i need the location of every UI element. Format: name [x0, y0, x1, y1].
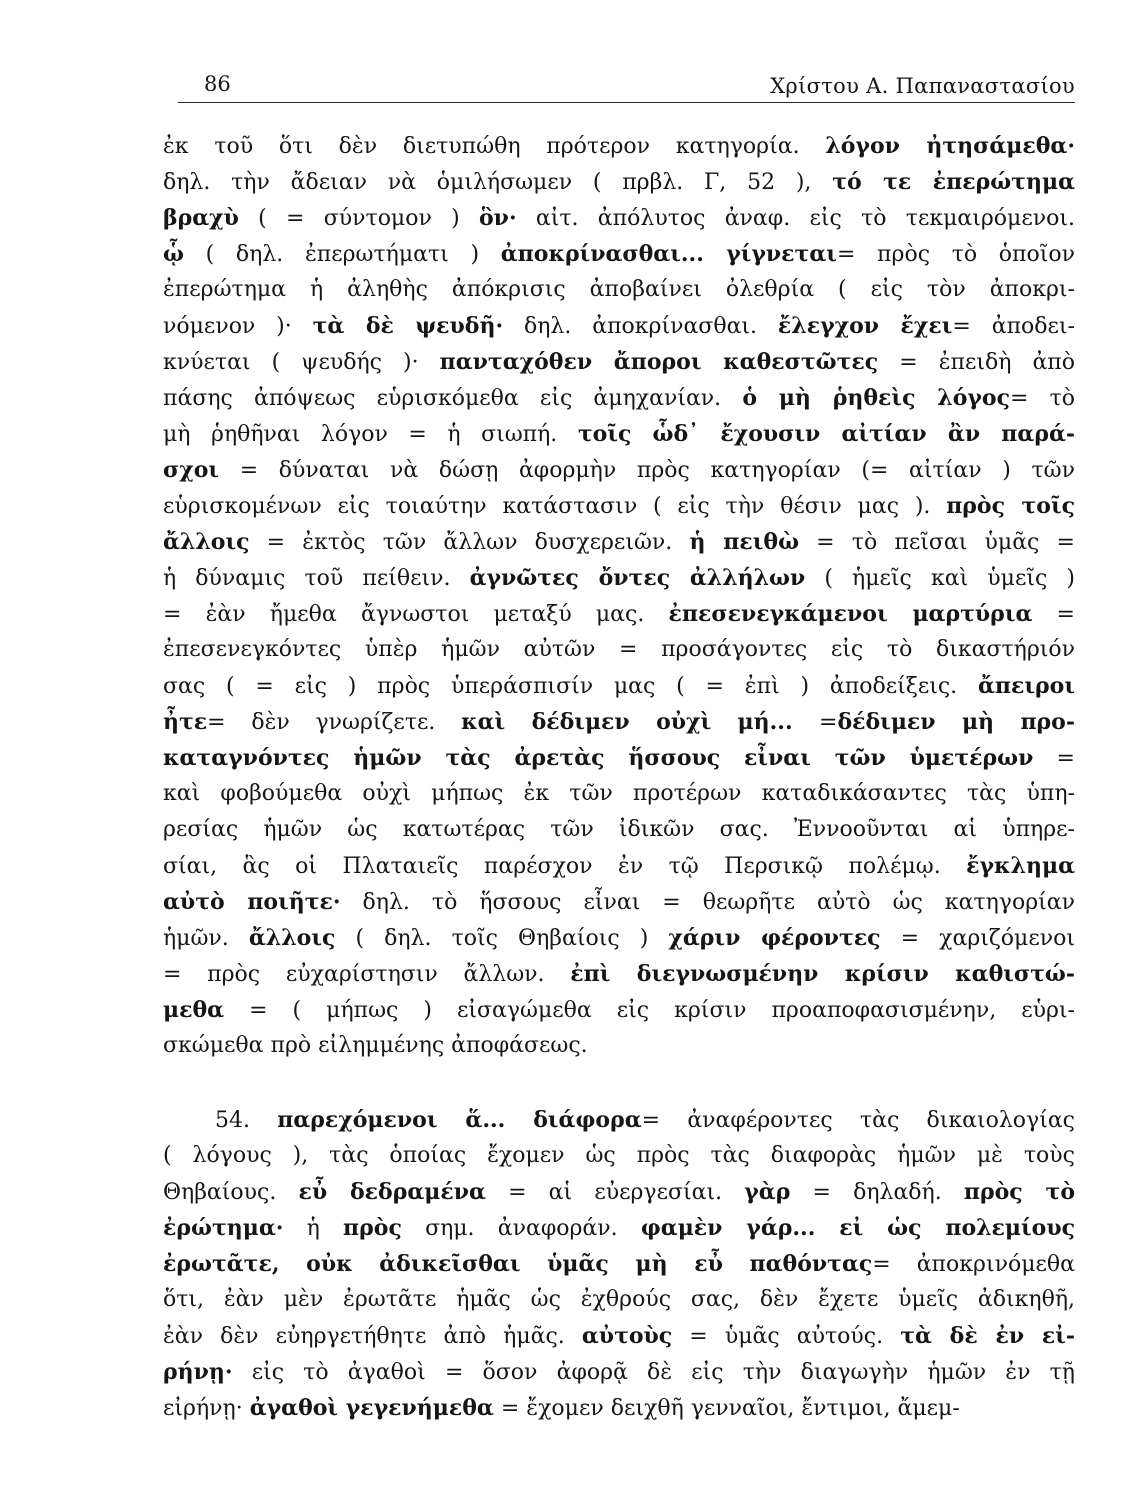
text-line	[163, 812, 1075, 848]
lemma-term: ἐρώτημα·	[163, 1215, 284, 1241]
text-line	[163, 884, 1075, 920]
gloss-text: ἡ δύναμις τοῦ πείθειν.	[163, 566, 470, 591]
commentary-section-53	[163, 128, 1075, 1064]
commentary-section-54	[163, 1102, 1075, 1426]
lemma-term: ἀποκρίνασθαι... γίγνεται	[500, 241, 837, 267]
lemma-term: καὶ δέδιμεν οὐχὶ μή...	[461, 709, 820, 735]
lemma-term: καταγνόντες ἡμῶν τὰς ἀρετὰς ἥσσους εἶναι τῶν ὑμετέρων	[163, 745, 1034, 771]
text-line	[163, 128, 1075, 164]
gloss-text: αἰτ. ἀπόλυτος ἀναφ. εἰς τὸ τεκμαιρόμενοι.	[516, 206, 1075, 231]
lemma-term: ἄλλοις	[248, 925, 336, 951]
running-head: Χρίστου Α. Παπαναστασίου	[770, 74, 1075, 98]
gloss-text: ἡ	[283, 1216, 344, 1241]
gloss-text: εἰρήνῃ·	[163, 1396, 250, 1421]
gloss-text: = ἐὰν ἤμεθα ἄγνωστοι μεταξύ μας.	[163, 602, 669, 627]
gloss-text: = αἱ εὐεργεσίαι.	[485, 1180, 745, 1205]
text-line	[163, 668, 1075, 704]
text-line	[163, 164, 1075, 200]
gloss-text: κνύεται ( ψευδής )·	[163, 350, 440, 375]
gloss-text: ὅτι, ἐὰν μὲν ἐρωτᾶτε ἡμᾶς ὡς ἐχθρούς σας, δὲν ἔχετε ὑμεῖς ἀδικηθῆ,	[163, 1287, 1075, 1312]
commentary-text	[163, 128, 1075, 1426]
gloss-text: δηλ. τὸ ἥσσους εἶναι = θεωρῆτε αὐτὸ ὡς κατηγορίαν	[340, 890, 1075, 915]
gloss-text: = πρὸς τὸ ὁποῖον	[836, 242, 1075, 267]
lemma-term: ἀγνῶτες ὄντες ἀλλήλων	[469, 565, 806, 591]
lemma-term: ἡ πειθὼ	[689, 529, 800, 555]
text-line	[163, 1318, 1075, 1354]
gloss-text: ( ἡμεῖς καὶ ὑμεῖς )	[805, 566, 1076, 591]
gloss-text: ( λόγους ), τὰς ὁποίας ἔχομεν ὡς πρὸς τὰς διαφορὰς ἡμῶν μὲ τοὺς	[163, 1143, 1075, 1168]
gloss-text: σκώμεθα πρὸ εἰλημμένης ἀποφάσεως.	[163, 1033, 588, 1058]
gloss-text: ἐπεσενεγκόντες ὑπὲρ ἡμῶν αὐτῶν = προσάγοντες εἰς τὸ δικαστήριόν	[163, 637, 1075, 662]
gloss-text: ( δηλ. τοῖς Θηβαίοις )	[335, 926, 669, 951]
text-line	[163, 524, 1075, 560]
lemma-term: ἄλλοις	[163, 529, 250, 555]
text-line	[163, 560, 1075, 596]
gloss-text: ( δηλ. ἐπερωτήματι )	[183, 242, 501, 267]
text-line	[163, 236, 1075, 272]
lemma-term: αὐτὸ ποιῆτε·	[163, 889, 341, 915]
text-line	[163, 1028, 1075, 1064]
lemma-term: ἔλεγχον ἔχει	[777, 313, 953, 339]
lemma-term: ἐπεσενεγκάμενοι μαρτύρια	[668, 601, 1033, 627]
gloss-text: = ἀποδει-	[952, 314, 1075, 339]
text-line	[163, 776, 1075, 812]
text-line	[163, 488, 1075, 524]
lemma-term: ρήνῃ·	[163, 1359, 233, 1385]
lemma-term: ὁ μὴ ῥηθεὶς λόγος	[742, 385, 1010, 411]
text-line	[163, 200, 1075, 236]
gloss-text: = δὲν γνωρίζετε.	[207, 710, 462, 735]
text-line	[163, 920, 1075, 956]
gloss-text: καὶ φοβούμεθα οὐχὶ μήπως ἐκ τῶν προτέρων καταδικάσαντες τὰς ὑπη-	[163, 781, 1075, 806]
lemma-term: βραχὺ	[163, 205, 239, 231]
gloss-text: εἰς τὸ ἀγαθοὶ = ὅσον ἀφορᾷ δὲ εἰς τὴν διαγωγὴν ἡμῶν ἐν τῇ	[232, 1360, 1075, 1385]
gloss-text: σημ. ἀναφοράν.	[401, 1216, 641, 1241]
gloss-text: δηλ. τὴν ἄδειαν νὰ ὁμιλήσωμεν ( πρβλ. Γ, 52 ),	[163, 170, 833, 195]
text-line	[163, 416, 1075, 452]
gloss-text: εὑρισκομένων εἰς τοιαύτην κατάστασιν ( εἰς τὴν θέσιν μας ).	[163, 494, 947, 519]
gloss-text: ἡμῶν.	[163, 926, 249, 951]
text-line	[163, 1138, 1075, 1174]
lemma-term: τοῖς ὧδ᾽ ἔχουσιν αἰτίαν ἂν παρά-	[577, 421, 1076, 447]
lemma-term: τό τε ἐπερώτημα	[832, 169, 1075, 195]
text-line	[163, 1102, 1075, 1138]
text-line	[163, 1390, 1075, 1426]
gloss-text: =	[819, 710, 838, 735]
text-line	[163, 380, 1075, 416]
gloss-text: =	[1032, 602, 1075, 627]
gloss-text: σίαι, ἃς οἱ Πλαταιεῖς παρέσχον ἐν τῷ Περσικῷ πολέμῳ.	[163, 854, 967, 879]
lemma-term: χάριν φέροντες	[668, 925, 881, 951]
text-line	[163, 308, 1075, 344]
gloss-text: = πρὸς εὐχαρίστησιν ἄλλων.	[163, 962, 571, 987]
text-line	[163, 740, 1075, 776]
gloss-text: =	[1033, 746, 1075, 771]
page-header	[178, 62, 1075, 103]
gloss-text: = ἀποκρινόμεθα	[872, 1252, 1075, 1277]
gloss-text: = ὑμᾶς αὐτούς.	[672, 1324, 901, 1349]
gloss-text: = χαριζόμενοι	[880, 926, 1075, 951]
lemma-term: σχοι	[163, 457, 220, 483]
text-line	[163, 1210, 1075, 1246]
gloss-text: = ἐπειδὴ ἀπὸ	[878, 350, 1076, 375]
gloss-text: σας ( = εἰς ) πρὸς ὑπεράσπισίν μας ( = ἐπὶ ) ἀποδείξεις.	[163, 674, 978, 699]
lemma-term: τὰ δὲ ἐν εἰ-	[900, 1323, 1076, 1349]
gloss-text: ρεσίας ἡμῶν ὡς κατωτέρας τῶν ἰδικῶν σας. Ἐννοοῦνται αἱ ὑπηρε-	[163, 817, 1075, 842]
lemma-term: αὐτοὺς	[581, 1323, 673, 1349]
lemma-term: πρὸς τοῖς	[946, 493, 1075, 519]
page-number: 86	[204, 72, 231, 96]
text-line	[163, 1354, 1075, 1390]
gloss-text: δηλ. ἀποκρίνασθαι.	[503, 314, 778, 339]
gloss-text: = δηλαδή.	[790, 1180, 964, 1205]
text-line	[163, 452, 1075, 488]
gloss-text: 54.	[215, 1108, 278, 1133]
gloss-text: Θηβαίους.	[163, 1180, 299, 1205]
lemma-term: ἐπὶ διεγνωσμένην κρίσιν καθιστώ-	[570, 961, 1075, 987]
gloss-text: ἐκ τοῦ ὅτι δὲν διετυπώθη πρότερον κατηγορία.	[163, 134, 826, 159]
text-line	[163, 596, 1075, 632]
gloss-text: = ἐκτὸς τῶν ἄλλων δυσχερειῶν.	[249, 530, 690, 555]
text-line	[163, 992, 1075, 1028]
lemma-term: ᾧ	[163, 241, 184, 267]
gloss-text: = ( μήπως ) εἰσαγώμεθα εἰς κρίσιν προαποφασισμένην, εὑρι-	[224, 998, 1075, 1023]
text-line	[163, 1282, 1075, 1318]
lemma-term: ἦτε	[163, 709, 208, 735]
lemma-term: εὖ δεδραμένα	[298, 1179, 486, 1205]
lemma-term: ἔγκλημα	[966, 853, 1075, 879]
lemma-term: μεθα	[163, 997, 225, 1023]
lemma-term: πανταχόθεν ἄποροι καθεστῶτες	[439, 349, 879, 375]
lemma-term: πρὸς τὸ	[963, 1179, 1075, 1205]
lemma-term: ἀγαθοὶ γεγενήμεθα	[249, 1395, 494, 1421]
text-line	[163, 704, 1075, 740]
gloss-text: πάσης ἀπόψεως εὑρισκόμεθα εἰς ἀμηχανίαν.	[163, 386, 743, 411]
text-line	[163, 848, 1075, 884]
gloss-text: = ἔχομεν δειχθῆ γενναῖοι, ἔντιμοι, ἄμεμ-	[493, 1396, 960, 1421]
lemma-term: ἄπειροι	[977, 673, 1075, 699]
gloss-text: = δύναται νὰ δώσῃ ἀφορμὴν πρὸς κατηγορίαν (= αἰτίαν ) τῶν	[219, 458, 1075, 483]
text-line	[163, 272, 1075, 308]
lemma-term: φαμὲν γάρ... εἰ ὡς πολεμίους	[640, 1215, 1075, 1241]
lemma-term: γὰρ	[744, 1179, 791, 1205]
gloss-text: = ἀναφέροντες τὰς δικαιολογίας	[641, 1108, 1076, 1133]
gloss-text: μὴ ῥηθῆναι λόγον = ἡ σιωπή.	[163, 422, 578, 447]
gloss-text: νόμενον )·	[163, 314, 313, 339]
lemma-term: πρὸς	[343, 1215, 402, 1241]
lemma-term: δέδιμεν μὴ προ-	[837, 709, 1075, 735]
text-line	[163, 344, 1075, 380]
gloss-text: = τὸ	[1009, 386, 1075, 411]
lemma-term: τὰ δὲ ψευδῆ·	[312, 313, 504, 339]
section-gap	[163, 1064, 1075, 1102]
text-line	[163, 1174, 1075, 1210]
gloss-text: = τὸ πεῖσαι ὑμᾶς =	[799, 530, 1075, 555]
text-line	[163, 1246, 1075, 1282]
gloss-text: ἐπερώτημα ἡ ἀληθὴς ἀπόκρισις ἀποβαίνει ὀλεθρία ( εἰς τὸν ἀποκρι-	[163, 277, 1075, 302]
gloss-text: ( = σύντομον )	[238, 206, 479, 231]
lemma-term: ἐρωτᾶτε, οὐκ ἀδικεῖσθαι ὑμᾶς μὴ εὖ παθόντας	[163, 1251, 873, 1277]
lemma-term: λόγον ἠτησάμεθα·	[825, 133, 1076, 159]
lemma-term: ὃν·	[479, 205, 517, 231]
lemma-term: παρεχόμενοι ἅ... διάφορα	[277, 1107, 642, 1133]
text-line	[163, 956, 1075, 992]
gloss-text: ἐὰν δὲν εὐηργετήθητε ἀπὸ ἡμᾶς.	[163, 1324, 582, 1349]
text-line	[163, 632, 1075, 668]
